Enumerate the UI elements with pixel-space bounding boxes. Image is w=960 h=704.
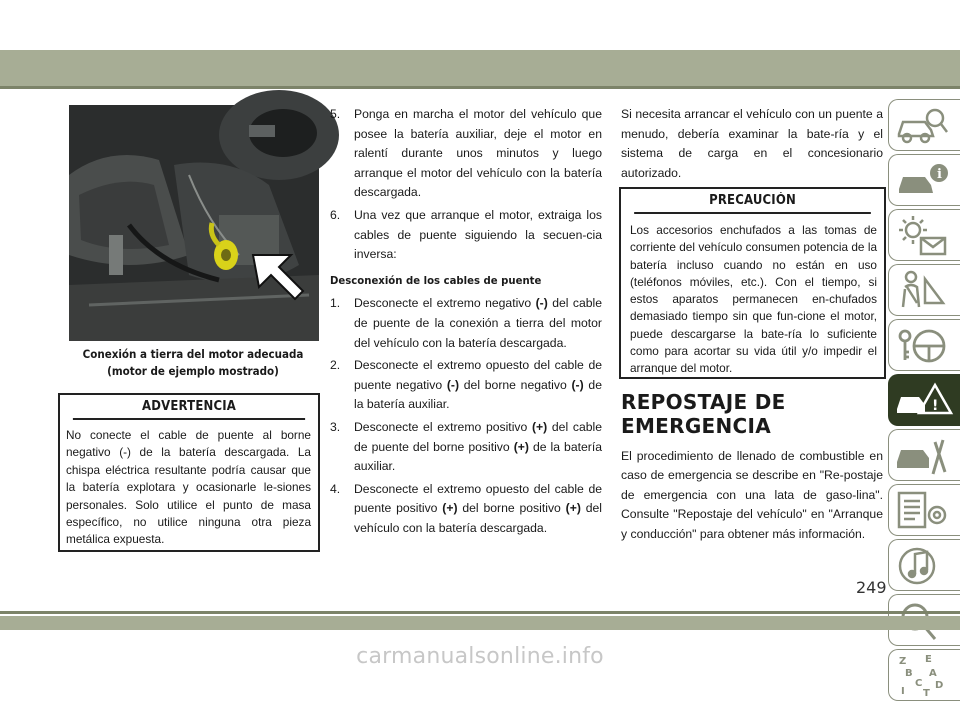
tab-letter: T [923,688,930,699]
info-column [621,105,883,183]
step-text: del borne negativo [459,377,572,392]
polarity-mark: (+) [565,501,581,516]
disconnect-heading: Desconexión de los cables de puente [330,273,542,287]
page-number: 249 [856,578,887,597]
tab-letter: A [929,668,937,679]
tab-car-service[interactable] [888,429,960,481]
polarity-mark: (+) [442,501,458,516]
music-navigation-icon [895,544,951,588]
car-wrench-icon [895,434,951,478]
caution-text: Los accesorios enchufados a las tomas de corriente del vehículo consumen potencia de la batería incluso cuando no están en uso (teléfonos móviles, etc.). Con el tiempo, si estos aparatos permanecen en-chufados demasiado tiempo sin que fun-cione el motor, puede descargarse la bate-ría lo suficiente como para acortar su vida útil y/o impedir el arranque del motor. [630,223,877,376]
watermark: carmanualsonline.info [356,644,604,669]
warning-lights-mail-icon [895,214,951,258]
footer-band [0,616,960,630]
tab-seat-belt[interactable] [888,264,960,316]
section-title [621,390,786,438]
warning-text: No conecte el cable de puente al borne negativo (-) de la batería descargada. La chispa eléctrica resultante podría causar que la batería explotara y ocasionarle le-siones personales. Solo utilice el punto de masa específico, no utilice ninguna otra pieza metálica expuesta. [66,428,311,547]
warning-title: ADVERTENCIA [73,395,305,420]
document-gear-icon [895,489,951,533]
battery-check-paragraph: Si necesita arrancar el vehículo con un puente a menudo, debería examinar la bate-ría y el sistema de carga en el concesionario autorizado. [621,107,883,180]
tab-car-search[interactable] [888,99,960,151]
step-text: Ponga en marcha el motor del vehículo que posee la batería auxiliar, deje el motor en ralentí durante unos minutos y luego arranque el motor del vehículo con la batería descargada. [354,107,602,200]
header-band [0,50,960,86]
tab-letter: C [915,678,923,689]
step-text: de la batería auxiliar. [354,377,602,412]
tab-car-hazard[interactable] [888,374,960,426]
warning-box [58,393,320,552]
polarity-mark: (+) [513,439,529,454]
tab-letter: D [935,680,944,691]
step-text: Desconecte el extremo negativo [354,296,536,311]
tab-letter: E [925,654,932,665]
step-item [330,418,602,477]
step-number: 2. [330,358,341,373]
step-text: Una vez que arranque el motor, extraiga los cables de puente siguiendo la secuen-cia inversa: [354,207,602,262]
polarity-mark: (-) [535,296,548,311]
engine-ground-photo [69,105,319,341]
tab-steering[interactable] [888,319,960,371]
step-item [330,206,602,265]
tab-multimedia[interactable] [888,539,960,591]
step-item [330,356,602,415]
car-hazard-icon [895,379,951,423]
step-number: 4. [330,481,341,496]
car-search-icon [895,104,951,148]
tab-letter: B [905,668,913,679]
steering-wheel-key-icon [895,324,951,368]
tab-letter: Z [899,656,907,667]
step-number: 6. [330,207,341,222]
step-text: Desconecte el extremo opuesto del cable de puente negativo [354,358,602,392]
svg-text:i: i [937,167,942,182]
polarity-mark: (-) [446,377,460,392]
tab-specs[interactable] [888,484,960,536]
photo-caption [60,346,326,380]
svg-text:!: ! [932,398,939,414]
step-number: 3. [330,419,341,434]
step-item [330,105,602,203]
steps-column [330,105,602,541]
seat-belt-airbag-icon [895,269,951,313]
step-text: del cable de puente de la conexión a tierra del motor del vehículo con la batería descargada. [354,296,602,350]
caption-line: Conexión a tierra del motor adecuada [82,347,304,361]
step-number: 5. [330,107,341,121]
emergency-refuel-text: El procedimiento de llenado de combustible en caso de emergencia se describe en "Re-postaje de emergencia con una lata de gaso-lina". Consulte "Repostaje del vehículo" en "Arranque y conducción" para obtener más información. [621,449,883,541]
step-number: 1. [330,296,341,311]
step-text: del vehículo con la batería descargada. [354,501,602,535]
section-title-line: EMERGENCIA [621,414,772,438]
caption-line: (motor de ejemplo mostrado) [107,364,279,378]
caution-box [619,187,886,379]
step-item [330,294,602,353]
car-info-icon [895,159,951,203]
caution-title: PRECAUCIÓN [634,189,871,214]
step-text: Desconecte el extremo opuesto del cable de puente positivo [354,481,602,516]
polarity-mark: (-) [571,377,584,392]
step-text: Desconecte el extremo positivo [354,419,532,434]
tab-letter: I [901,686,905,697]
section-title-line: REPOSTAJE DE [621,390,786,414]
tab-warning-lights[interactable] [888,209,960,261]
polarity-mark: (+) [531,419,548,434]
step-text: del borne positivo [457,501,566,516]
step-text: de la batería auxiliar. [354,439,602,474]
step-item [330,480,602,539]
footer-rule [0,611,960,614]
step-text: del cable de puente del borne positivo [354,419,602,454]
header-rule [0,86,960,89]
tab-car-info[interactable] [888,154,960,206]
